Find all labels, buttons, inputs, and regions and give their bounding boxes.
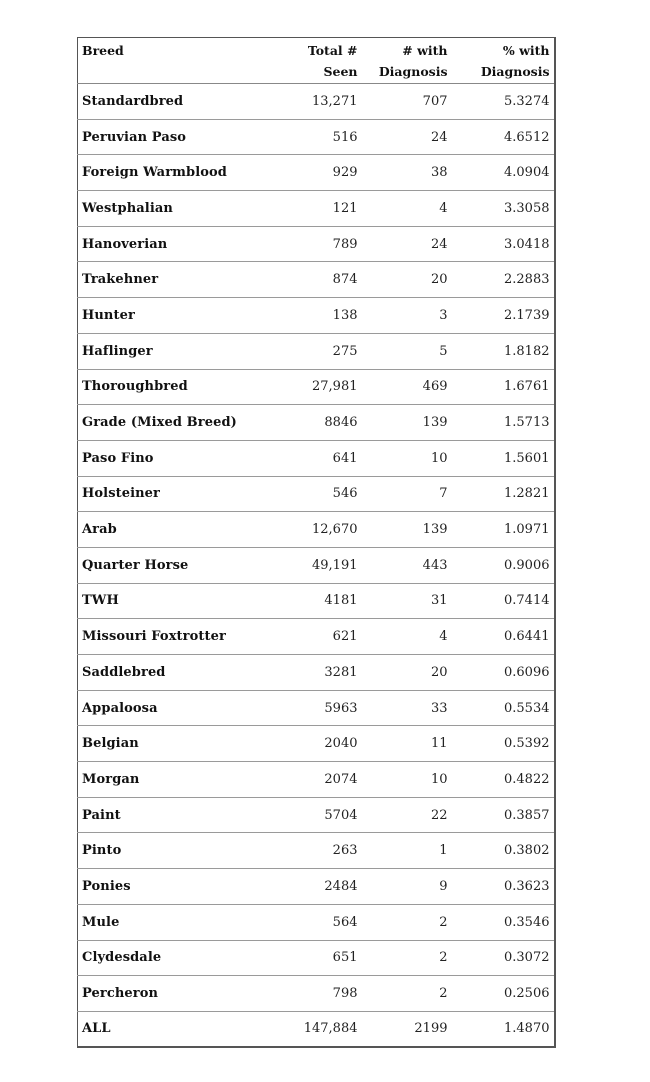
total-seen-cell: 516 [293,119,362,155]
with-diagnosis-cell: 4 [362,619,452,655]
total-seen-cell: 27,981 [293,369,362,405]
header-breed: Breed [78,38,293,84]
with-diagnosis-cell: 24 [362,119,452,155]
percent-cell: 0.9006 [452,547,555,583]
table-row [78,655,555,691]
percent-cell: 1.8182 [452,333,555,369]
with-diagnosis-cell: 24 [362,226,452,262]
percent-cell: 1.4870 [452,1011,555,1047]
total-seen-cell: 147,884 [293,1011,362,1047]
total-seen-cell: 138 [293,298,362,334]
breed-cell: Pinto [78,833,293,869]
with-diagnosis-cell: 4 [362,191,452,227]
total-seen-cell: 874 [293,262,362,298]
total-seen-cell: 2484 [293,869,362,905]
breed-cell: TWH [78,583,293,619]
header-with-diagnosis: # with Diagnosis [362,38,452,84]
header-total-seen: Total # Seen [293,38,362,84]
percent-cell: 0.3857 [452,797,555,833]
with-diagnosis-cell: 1 [362,833,452,869]
percent-cell: 0.6441 [452,619,555,655]
breed-diagnosis-table [77,37,556,1048]
with-diagnosis-cell: 10 [362,440,452,476]
with-diagnosis-cell: 443 [362,547,452,583]
total-seen-cell: 5704 [293,797,362,833]
table-row [78,1011,555,1047]
table-row [78,869,555,905]
table-row [78,547,555,583]
with-diagnosis-cell: 9 [362,869,452,905]
with-diagnosis-cell: 139 [362,405,452,441]
total-seen-cell: 564 [293,904,362,940]
with-diagnosis-cell: 2 [362,976,452,1012]
table-row [78,440,555,476]
breed-cell: Westphalian [78,191,293,227]
with-diagnosis-cell: 5 [362,333,452,369]
with-diagnosis-cell: 11 [362,726,452,762]
total-seen-cell: 263 [293,833,362,869]
with-diagnosis-cell: 2199 [362,1011,452,1047]
breed-cell: Appaloosa [78,690,293,726]
table-row [78,262,555,298]
table-row [78,904,555,940]
table-row [78,797,555,833]
percent-cell: 2.1739 [452,298,555,334]
total-seen-cell: 3281 [293,655,362,691]
table-row [78,690,555,726]
percent-cell: 0.2506 [452,976,555,1012]
breed-cell: Percheron [78,976,293,1012]
table-row [78,298,555,334]
table-row [78,84,555,120]
table-body [78,84,555,1048]
breed-cell: Hanoverian [78,226,293,262]
percent-cell: 1.5713 [452,405,555,441]
table-row [78,976,555,1012]
table-row [78,405,555,441]
percent-cell: 0.4822 [452,762,555,798]
table-row [78,619,555,655]
total-seen-cell: 621 [293,619,362,655]
breed-cell: Holsteiner [78,476,293,512]
percent-cell: 4.6512 [452,119,555,155]
with-diagnosis-cell: 20 [362,655,452,691]
with-diagnosis-cell: 707 [362,84,452,120]
with-diagnosis-cell: 139 [362,512,452,548]
breed-cell: Quarter Horse [78,547,293,583]
table-row [78,369,555,405]
breed-cell: Ponies [78,869,293,905]
table-row [78,833,555,869]
with-diagnosis-cell: 3 [362,298,452,334]
total-seen-cell: 798 [293,976,362,1012]
header-percent-with-diagnosis: % with Diagnosis [452,38,555,84]
total-seen-cell: 789 [293,226,362,262]
breed-cell: Arab [78,512,293,548]
breed-cell: Belgian [78,726,293,762]
breed-cell: Morgan [78,762,293,798]
total-seen-cell: 2040 [293,726,362,762]
table-row [78,762,555,798]
percent-cell: 0.3546 [452,904,555,940]
percent-cell: 0.3623 [452,869,555,905]
table-row [78,191,555,227]
table-header-row [78,38,555,84]
breed-cell: Standardbred [78,84,293,120]
percent-cell: 0.3802 [452,833,555,869]
percent-cell: 1.6761 [452,369,555,405]
with-diagnosis-cell: 469 [362,369,452,405]
table-row [78,226,555,262]
table-row [78,333,555,369]
table-row [78,119,555,155]
breed-cell: Peruvian Paso [78,119,293,155]
percent-cell: 5.3274 [452,84,555,120]
percent-cell: 0.7414 [452,583,555,619]
with-diagnosis-cell: 2 [362,904,452,940]
percent-cell: 3.3058 [452,191,555,227]
total-seen-cell: 49,191 [293,547,362,583]
with-diagnosis-cell: 10 [362,762,452,798]
breed-cell: Trakehner [78,262,293,298]
total-seen-cell: 641 [293,440,362,476]
breed-cell: Clydesdale [78,940,293,976]
percent-cell: 0.3072 [452,940,555,976]
total-seen-cell: 8846 [293,405,362,441]
with-diagnosis-cell: 22 [362,797,452,833]
table-row [78,583,555,619]
table-row [78,476,555,512]
breed-cell: Paso Fino [78,440,293,476]
with-diagnosis-cell: 2 [362,940,452,976]
total-seen-cell: 2074 [293,762,362,798]
total-seen-cell: 275 [293,333,362,369]
total-seen-cell: 12,670 [293,512,362,548]
table-row [78,940,555,976]
percent-cell: 0.6096 [452,655,555,691]
total-seen-cell: 929 [293,155,362,191]
breed-cell: Foreign Warmblood [78,155,293,191]
total-seen-cell: 13,271 [293,84,362,120]
total-seen-cell: 651 [293,940,362,976]
breed-cell: Paint [78,797,293,833]
percent-cell: 1.0971 [452,512,555,548]
breed-cell: Missouri Foxtrotter [78,619,293,655]
total-seen-cell: 5963 [293,690,362,726]
percent-cell: 0.5392 [452,726,555,762]
total-seen-cell: 4181 [293,583,362,619]
with-diagnosis-cell: 33 [362,690,452,726]
percent-cell: 0.5534 [452,690,555,726]
with-diagnosis-cell: 7 [362,476,452,512]
breed-cell: ALL [78,1011,293,1047]
with-diagnosis-cell: 31 [362,583,452,619]
breed-cell: Hunter [78,298,293,334]
percent-cell: 1.5601 [452,440,555,476]
percent-cell: 3.0418 [452,226,555,262]
breed-cell: Grade (Mixed Breed) [78,405,293,441]
percent-cell: 4.0904 [452,155,555,191]
table-row [78,512,555,548]
table-row [78,726,555,762]
total-seen-cell: 121 [293,191,362,227]
breed-cell: Thoroughbred [78,369,293,405]
with-diagnosis-cell: 38 [362,155,452,191]
breed-cell: Haflinger [78,333,293,369]
table-row [78,155,555,191]
percent-cell: 1.2821 [452,476,555,512]
breed-cell: Mule [78,904,293,940]
with-diagnosis-cell: 20 [362,262,452,298]
percent-cell: 2.2883 [452,262,555,298]
total-seen-cell: 546 [293,476,362,512]
breed-cell: Saddlebred [78,655,293,691]
